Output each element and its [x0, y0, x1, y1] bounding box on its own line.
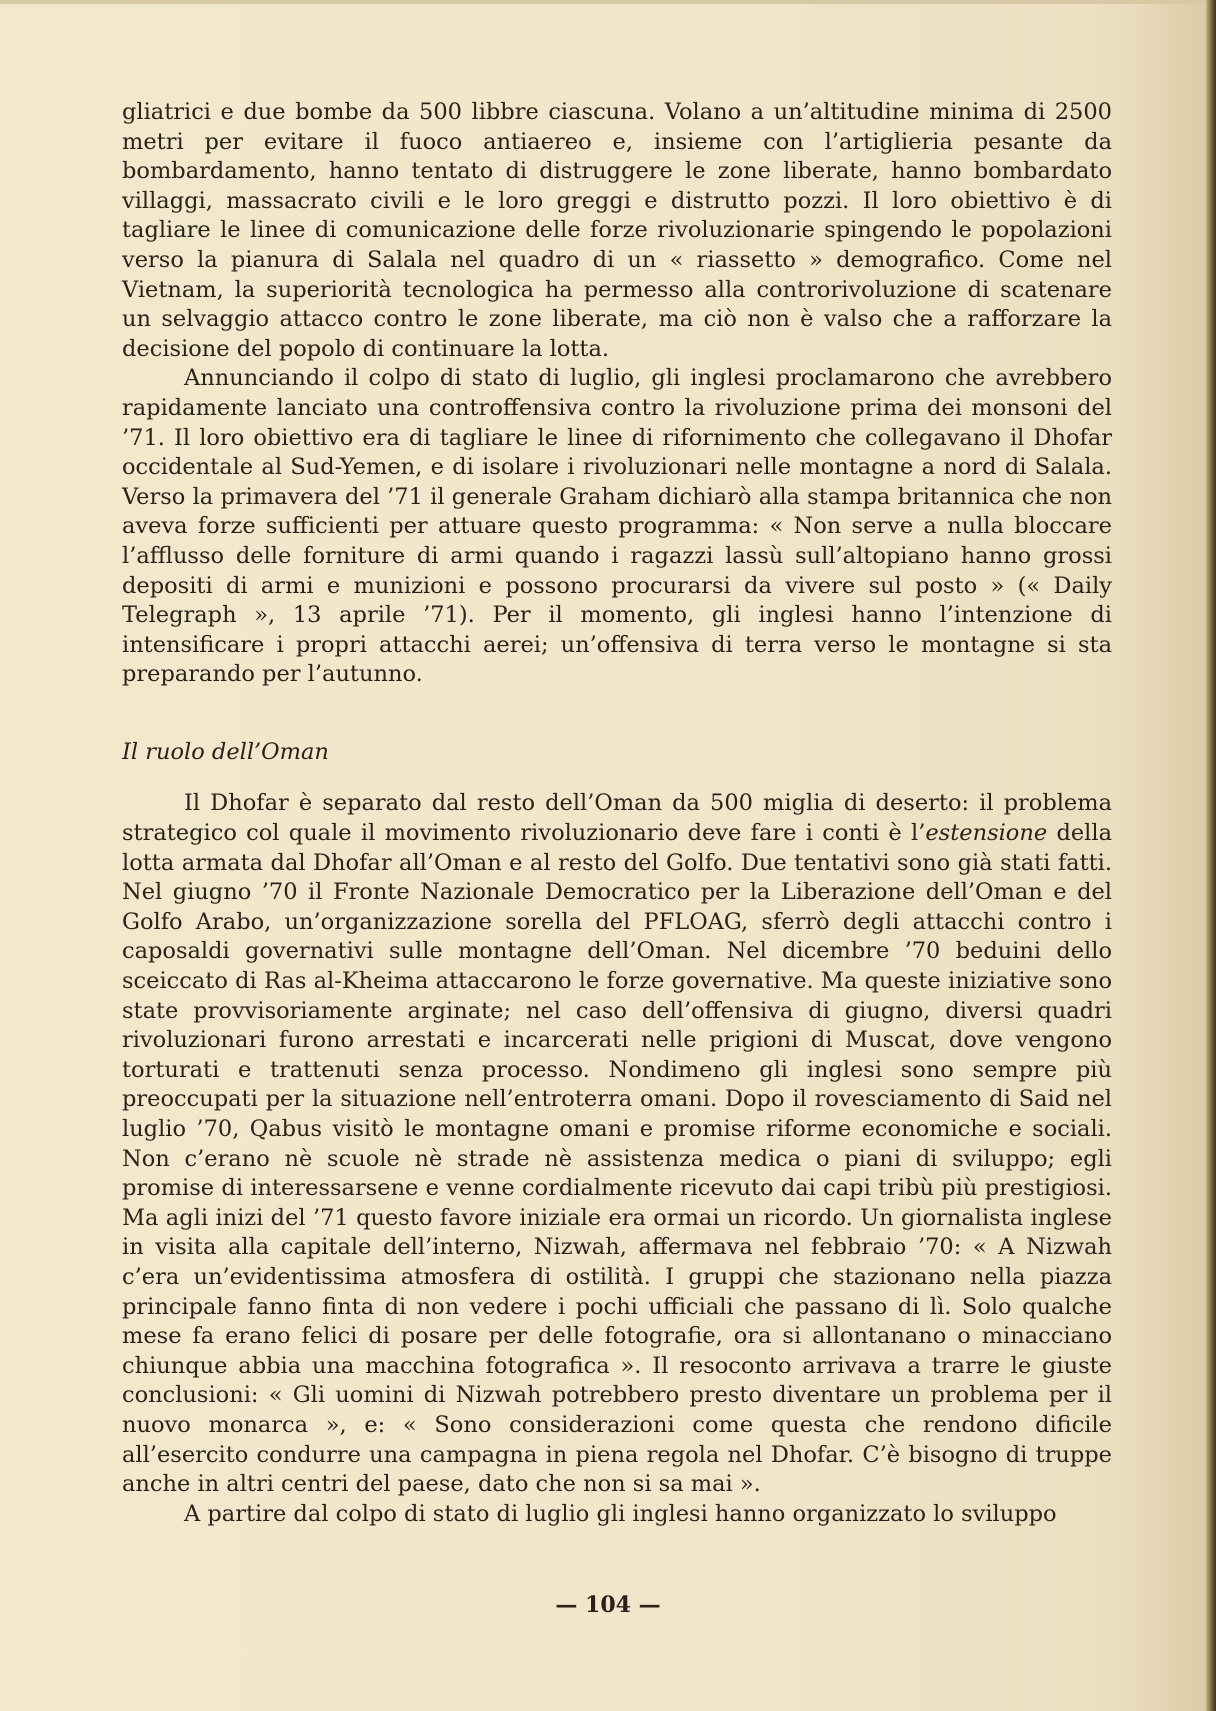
paragraph-3-part-1: Il Dhofar è separato dal resto dell’Oman da 500 miglia di deserto: il problema strategico col quale il movimento rivoluzionario deve fare i conti è l’	[122, 790, 1112, 847]
page-binding-edge	[1206, 0, 1216, 1711]
section-heading: Il ruolo dell’Oman	[122, 738, 329, 765]
page-number: — 104 —	[555, 1592, 661, 1618]
paragraph-1: gliatrici e due bombe da 500 libbre ciascuna. Volano a un’altitudine minima di 2500 metri per evitare il fuoco antiaereo e, insieme con l’artiglieria pesante da bombardamento, hanno tentato di distruggere le zone liberate, hanno bombardato villaggi, massacrato civili e le loro greggi e distrutto pozzi. Il loro obiettivo è di tagliare le linee di comunicazione delle forze rivoluzionarie spingendo le popolazioni verso la pianura di Salala nel quadro di un « riassetto » demografico. Come nel Vietnam, la superiorità tecnologica ha permesso alla controrivoluzione di scatenare un selvaggio attacco contro le zone liberate, ma ciò non è valso che a rafforzare la decisione del popolo di continuare la lotta.	[122, 99, 1112, 362]
body-text	[122, 98, 1112, 1529]
paragraph-3-emphasis: estensione	[925, 820, 1048, 847]
paragraph-4: A partire dal colpo di stato di luglio gli inglesi hanno organizzato lo sviluppo	[184, 1500, 1057, 1527]
paragraph-3-part-2: della lotta armata dal Dhofar all’Oman e al resto del Golfo. Due tentativi sono già stati fatti. Nel giugno ’70 il Fronte Nazionale Democratico per la Liberazione dell’Oman e del Golfo Arabo, un’organizzazione sorella del PFLOAG, sferrò degli attacchi contro i caposaldi governativi sulle montagne dell’Oman. Nel dicembre ’70 beduini dello sceiccato di Ras al-Kheima attaccarono le forze governative. Ma queste iniziative sono state provvisoriamente arginate; nel caso dell’offensiva di giugno, diversi quadri rivoluzionari furono arrestati e incarcerati nelle prigioni di Muscat, dove vengono torturati e trattenuti senza processo. Nondimeno gli inglesi sono sempre più preoccupati per la situazione nell’entroterra omani. Dopo il rovesciamento di Said nel luglio ’70, Qabus visitò le montagne omani e promise riforme economiche e sociali. Non c’erano nè scuole nè strade nè assistenza medica o piani di sviluppo; egli promise di interessarsene e venne cordialmente ricevuto dai capi tribù più prestigiosi. Ma agli inizi del ’71 questo favore iniziale era ormai un ricordo. Un giornalista inglese in visita alla capitale dell’interno, Nizwah, affermava nel febbraio ’70: « A Nizwah c’era un’evidentissima atmosfera di ostilità. I gruppi che stazionano nella piazza principale fanno finta di non vedere i pochi ufficiali che passano di lì. Solo qualche mese fa erano felici di posare per delle fotografie, ora si allontanano o minacciano chiunque abbia una macchina fotografica ». Il resoconto arrivava a trarre le giuste conclusioni: « Gli uomini di Nizwah potrebbero presto diventare un problema per il nuovo monarca », e: « Sono considerazioni come questa che rendono dificile all’esercito condurre una campagna in piena regola nel Dhofar. C’è bisogno di truppe anche in altri centri del paese, dato che non si sa mai ».	[122, 820, 1112, 1498]
paragraph-3	[122, 789, 1112, 1499]
page-top-edge	[0, 0, 1216, 4]
paragraph-2: Annunciando il colpo di stato di luglio, gli inglesi proclamarono che avrebbero rapidamente lanciato una controffensiva contro la rivoluzione prima dei monsoni del ’71. Il loro obiettivo era di tagliare le linee di rifornimento che collegavano il Dhofar occidentale al Sud-Yemen, e di isolare i rivoluzionari nelle montagne a nord di Salala. Verso la primavera del ’71 il generale Graham dichiarò alla stampa britannica che non aveva forze sufficienti per attuare questo programma: « Non serve a nulla bloccare l’afflusso delle forniture di armi quando i ragazzi lassù sull’altopiano hanno grossi depositi di armi e munizioni e possono procurarsi da vivere sul posto » (« Daily Telegraph », 13 aprile ’71). Per il momento, gli inglesi hanno l’intenzione di intensificare i propri attacchi aerei; un’offensiva di terra verso le montagne si sta preparando per l’autunno.	[122, 365, 1112, 688]
